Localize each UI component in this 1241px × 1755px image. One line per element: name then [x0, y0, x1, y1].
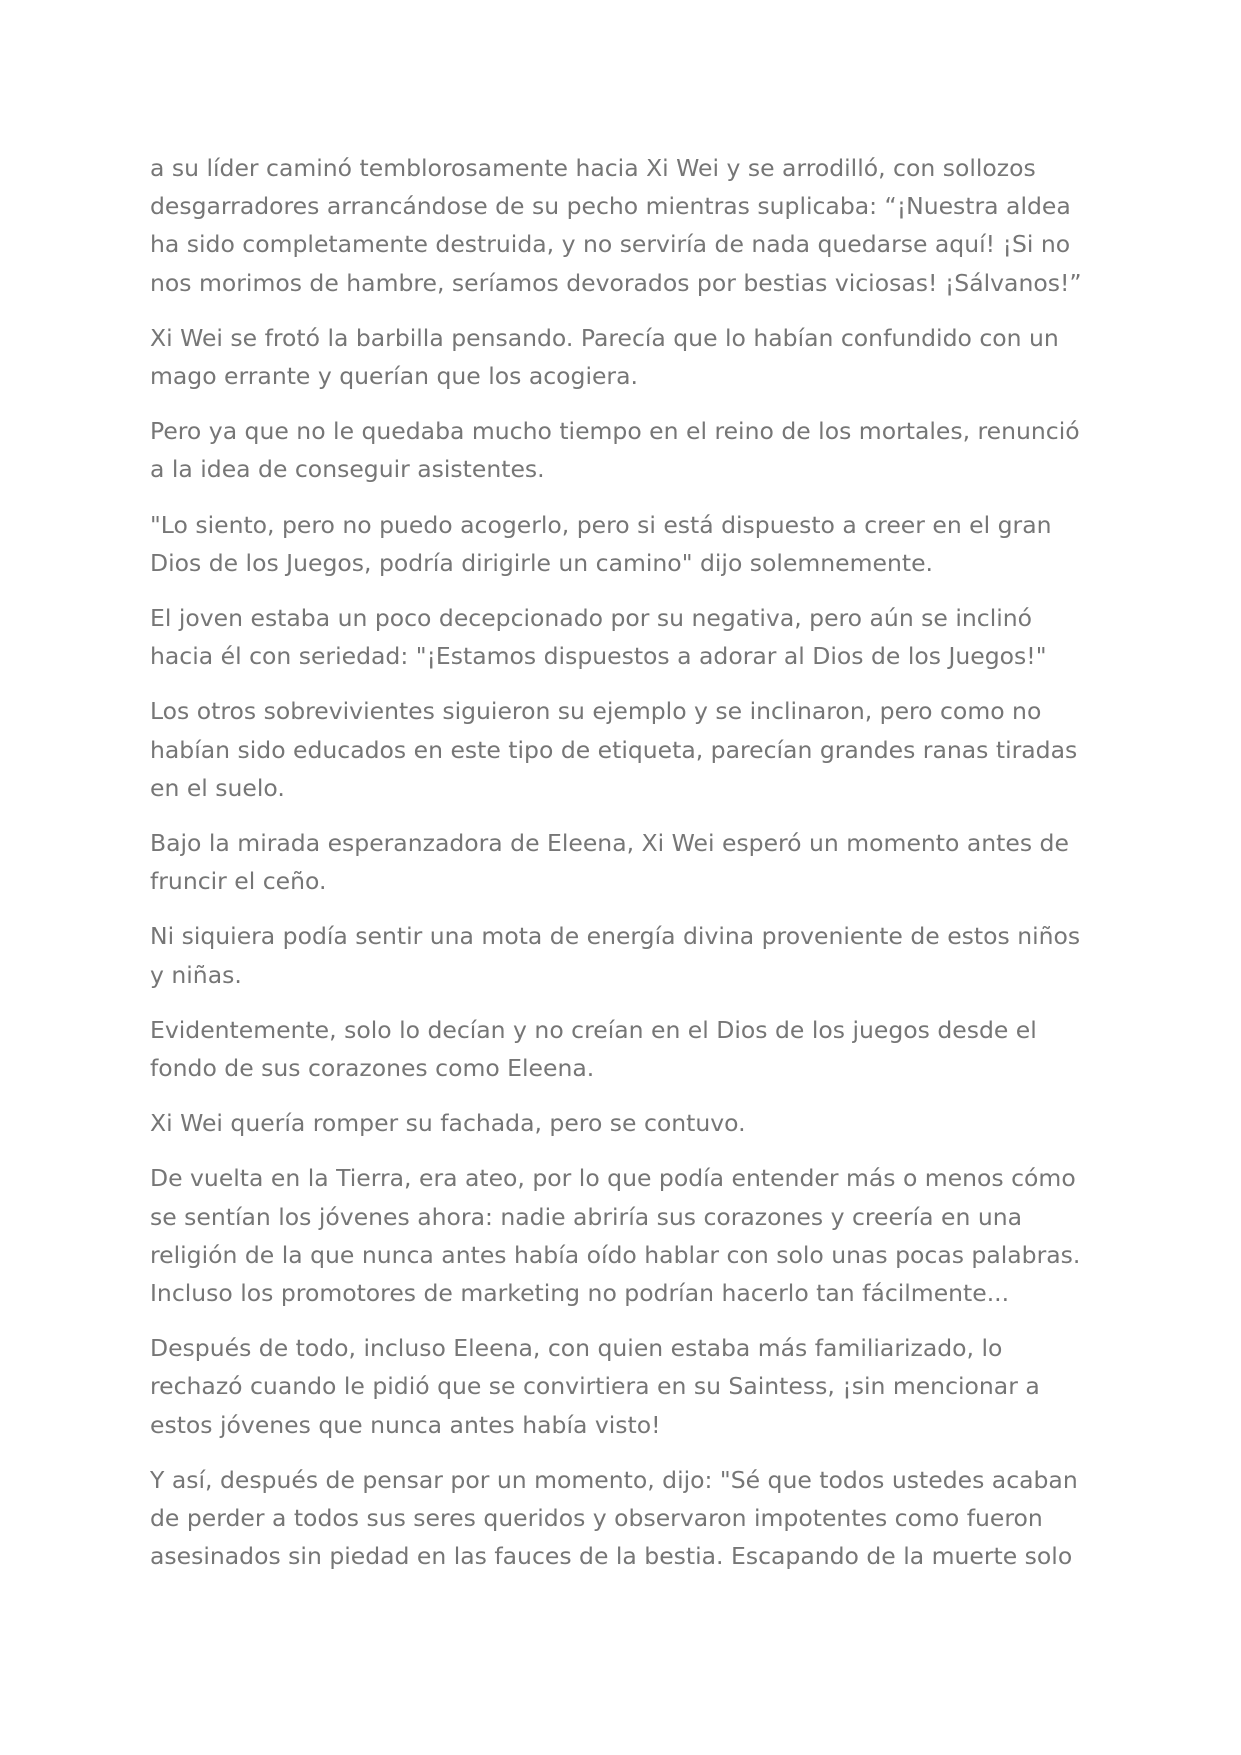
paragraph: [150, 599, 1095, 675]
paragraph: [150, 1461, 1095, 1576]
paragraph: [150, 1159, 1095, 1312]
text-line: Pero ya que no le quedaba mucho tiempo en el reino de los mortales, renunció: [150, 417, 1080, 446]
paragraph: [150, 824, 1095, 900]
text-line: Xi Wei se frotó la barbilla pensando. Parecía que lo habían confundido con un: [150, 323, 1059, 352]
text-line: Y así, después de pensar por un momento, dijo: "Sé que todos ustedes acaban: [150, 1465, 1078, 1494]
paragraph: [150, 692, 1095, 807]
paragraph: [150, 1104, 1095, 1142]
text-line: De vuelta en la Tierra, era ateo, por lo que podía entender más o menos cómo: [150, 1164, 1076, 1193]
text-line: fondo de sus corazones como Eleena.: [150, 1054, 595, 1083]
paragraph: [150, 1329, 1095, 1444]
text-line: a su líder caminó temblorosamente hacia Xi Wei y se arrodilló, con sollozos: [150, 154, 1036, 182]
paragraph: [150, 412, 1095, 488]
text-line: fruncir el ceño.: [150, 867, 327, 896]
text-line: Después de todo, incluso Eleena, con quien estaba más familiarizado, lo: [150, 1334, 1003, 1363]
paragraph: [150, 917, 1095, 993]
text-line: "Lo siento, pero no puedo acogerlo, pero si está dispuesto a creer en el gran: [150, 510, 1052, 539]
text-line: a la idea de conseguir asistentes.: [150, 455, 545, 484]
text-line: en el suelo.: [150, 773, 285, 802]
text-line: Los otros sobrevivientes siguieron su ejemplo y se inclinaron, pero como no: [150, 697, 1042, 726]
text-line: Xi Wei quería romper su fachada, pero se contuvo.: [150, 1109, 746, 1138]
text-line: y niñas.: [150, 960, 242, 989]
paragraph: [150, 319, 1095, 395]
text-line: de perder a todos sus seres queridos y observaron impotentes como fueron: [150, 1504, 1043, 1533]
text-line: nos morimos de hambre, seríamos devorados por bestias viciosas! ¡Sálvanos!”: [150, 268, 1082, 297]
text-line: mago errante y querían que los acogiera.: [150, 362, 638, 391]
text-line: El joven estaba un poco decepcionado por su negativa, pero aún se inclinó: [150, 604, 1033, 633]
document-body: [150, 149, 1095, 1593]
text-line: Bajo la mirada esperanzadora de Eleena, Xi Wei esperó un momento antes de: [150, 829, 1069, 858]
text-line: habían sido educados en este tipo de etiqueta, parecían grandes ranas tiradas: [150, 735, 1078, 764]
text-line: rechazó cuando le pidió que se convirtiera en su Saintess, ¡sin mencionar a: [150, 1372, 1040, 1401]
text-line: hacia él con seriedad: "¡Estamos dispuestos a adorar al Dios de los Juegos!": [150, 642, 1047, 671]
text-line: se sentían los jóvenes ahora: nadie abriría sus corazones y creería en una: [150, 1202, 1023, 1231]
text-line: Incluso los promotores de marketing no podrían hacerlo tan fácilmente...: [150, 1279, 1010, 1308]
text-line: estos jóvenes que nunca antes había visto!: [150, 1410, 661, 1439]
text-line: Evidentemente, solo lo decían y no creían en el Dios de los juegos desde el: [150, 1015, 1037, 1044]
text-line: ha sido completamente destruida, y no serviría de nada quedarse aquí! ¡Si no: [150, 230, 1071, 259]
paragraph: [150, 149, 1095, 302]
paragraph: [150, 506, 1095, 582]
text-line: Ni siquiera podía sentir una mota de energía divina proveniente de estos niños: [150, 922, 1081, 951]
paragraph: [150, 1011, 1095, 1087]
text-line: asesinados sin piedad en las fauces de la bestia. Escapando de la muerte solo: [150, 1542, 1073, 1571]
text-line: desgarradores arrancándose de su pecho mientras suplicaba: “¡Nuestra aldea: [150, 192, 1071, 221]
text-line: religión de la que nunca antes había oído hablar con solo unas pocas palabras.: [150, 1240, 1081, 1269]
text-line: Dios de los Juegos, podría dirigirle un camino" dijo solemnemente.: [150, 548, 934, 577]
